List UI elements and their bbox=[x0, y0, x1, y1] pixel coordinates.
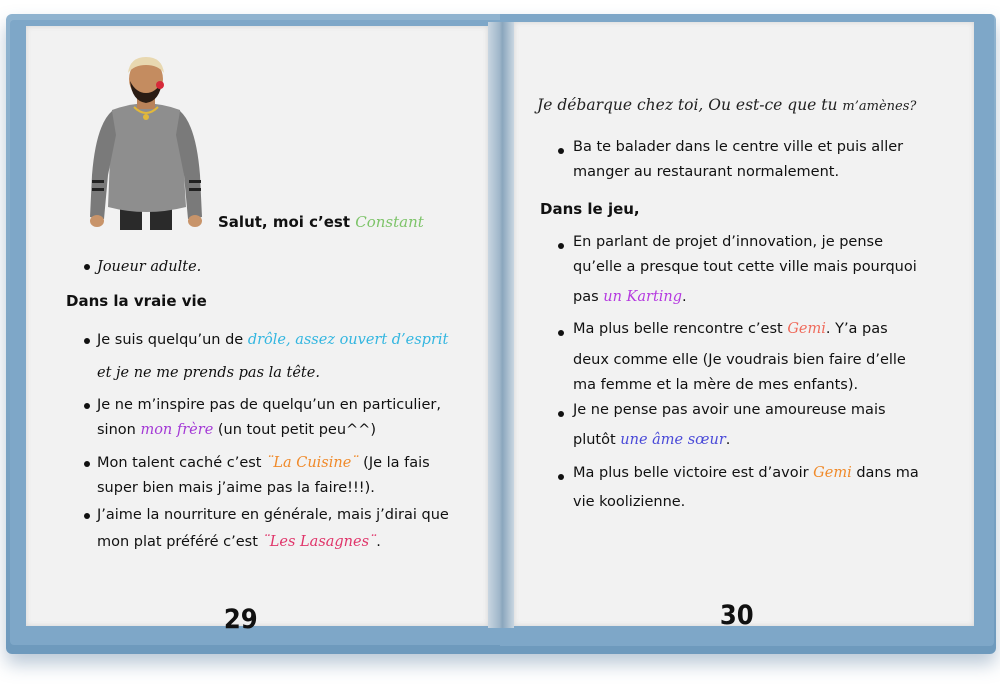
page-number-left: 29 bbox=[223, 604, 258, 635]
intro-line bbox=[218, 213, 424, 231]
real-life-item-2-line-2 bbox=[97, 418, 376, 443]
traits-text: drôle, assez ouvert d’esprit bbox=[247, 332, 449, 348]
question-line bbox=[537, 96, 916, 114]
game-item-4-line-1 bbox=[573, 461, 919, 486]
page-number-right: 30 bbox=[719, 600, 754, 631]
answer-line-2: manger au restaurant normalement. bbox=[573, 164, 840, 180]
gemi-name: Gemi bbox=[787, 321, 826, 337]
text-prefix: mon plat préféré c’est bbox=[97, 534, 263, 550]
game-item-3-line-2 bbox=[573, 428, 730, 453]
game-item-1-line-2: qu’elle a presque tout cette ville mais pourquoi bbox=[573, 259, 917, 275]
bullet bbox=[84, 264, 90, 270]
game-item-1-line-1: En parlant de projet d’innovation, je pense bbox=[573, 234, 884, 250]
text-suffix: . bbox=[376, 534, 381, 550]
text-prefix: pas bbox=[573, 289, 604, 305]
answer-line-1: Ba te balader dans le centre ville et puis aller bbox=[573, 139, 904, 155]
bullet bbox=[84, 461, 90, 467]
game-item-2-line-3: ma femme et la mère de mes enfants). bbox=[573, 377, 859, 393]
brother-text: mon frère bbox=[140, 422, 214, 438]
heading-in-game: Dans le jeu, bbox=[540, 200, 640, 218]
game-item-2-line-2: deux comme elle (Je voudrais bien faire d’elle bbox=[573, 352, 906, 368]
question-text-small: m’amènes? bbox=[842, 99, 917, 114]
text-suffix: . bbox=[682, 289, 687, 305]
text-prefix: plutôt bbox=[573, 432, 621, 448]
book-spine bbox=[488, 22, 514, 628]
real-life-item-3-line-2: super bien mais j’aime pas la faire!!!). bbox=[97, 480, 375, 496]
text-prefix: Ma plus belle victoire est d’avoir bbox=[573, 465, 814, 481]
question-text: Je débarque chez toi, Ou est-ce que tu bbox=[537, 96, 843, 114]
real-life-item-4-line-1: J’aime la nourriture en générale, mais j’dirai que bbox=[97, 507, 449, 523]
traits-text-line-2: et je ne me prends pas la tête. bbox=[97, 365, 320, 381]
bullet bbox=[558, 411, 564, 417]
game-item-4-line-2: vie koolizienne. bbox=[573, 494, 686, 510]
text-suffix: dans ma bbox=[851, 465, 919, 481]
text-suffix: (un tout petit peu^^) bbox=[213, 422, 376, 438]
bullet bbox=[84, 403, 90, 409]
text-suffix: . bbox=[725, 432, 731, 448]
character-name: Constant bbox=[355, 213, 424, 231]
real-life-item-4-line-2 bbox=[97, 530, 381, 555]
game-item-1-line-3 bbox=[573, 285, 687, 310]
bullet bbox=[558, 474, 564, 480]
gemi-name: Gemi bbox=[813, 465, 852, 481]
lasagnes-text: ¨Les Lasagnes¨ bbox=[262, 534, 377, 550]
text-prefix: Ma plus belle rencontre c’est bbox=[573, 321, 788, 337]
text-suffix: . Y’a pas bbox=[825, 321, 888, 337]
intro-prefix: Salut, moi c’est bbox=[218, 213, 356, 231]
bullet bbox=[84, 338, 90, 344]
text-prefix: sinon bbox=[97, 422, 141, 438]
bullet bbox=[558, 330, 564, 336]
karting-text: un Karting bbox=[603, 289, 683, 305]
player-role: Joueur adulte. bbox=[97, 259, 202, 275]
heading-real-life: Dans la vraie vie bbox=[66, 292, 207, 310]
real-life-item-2-line-1: Je ne m’inspire pas de quelqu’un en particulier, bbox=[97, 397, 441, 413]
avatar-illustration bbox=[82, 55, 212, 230]
bullet bbox=[558, 243, 564, 249]
game-item-3-line-1: Je ne pense pas avoir une amoureuse mais bbox=[573, 402, 886, 418]
soulmate-text: une âme sœur bbox=[620, 432, 726, 448]
bullet bbox=[84, 513, 90, 519]
bullet bbox=[558, 148, 564, 154]
text-prefix: Mon talent caché c’est bbox=[97, 455, 267, 471]
real-life-item-3-line-1 bbox=[97, 451, 430, 476]
text-prefix: Je suis quelqu’un de bbox=[97, 332, 248, 348]
game-item-2-line-1 bbox=[573, 317, 888, 342]
real-life-item-1-line-1 bbox=[97, 328, 448, 353]
cuisine-text: ¨La Cuisine¨ bbox=[266, 455, 359, 471]
text-suffix: (Je la fais bbox=[358, 455, 430, 471]
